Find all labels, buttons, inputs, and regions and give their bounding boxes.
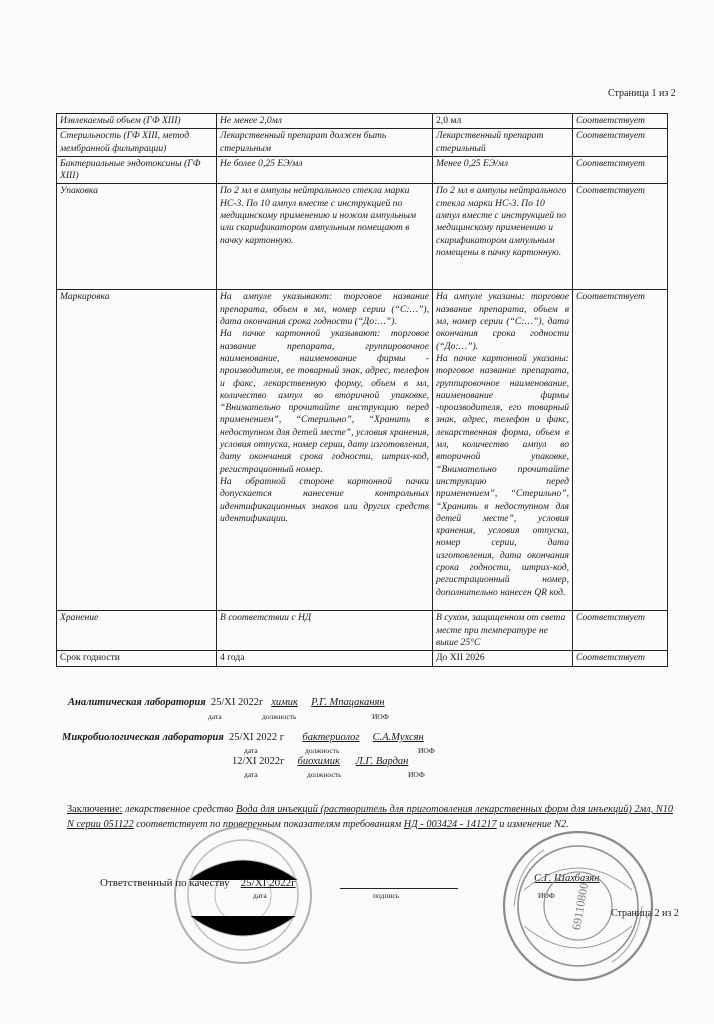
caption-position: должность <box>262 712 297 721</box>
round-stamp-left <box>168 820 318 970</box>
param-cell: Стерильность (ГФ XIII, метод мембранной фильтрации) <box>57 129 217 157</box>
table-row <box>57 114 668 129</box>
analytic-date: 25/XI 2022г <box>210 697 264 708</box>
responsible-signature <box>100 877 296 889</box>
conclusion-text-3: и изменение N2. <box>496 819 569 830</box>
caption-position: должность <box>305 746 340 755</box>
param-cell: Маркировка <box>57 290 217 611</box>
result-cell: В сухом, защищенном от света месте при температуре не выше 25°С <box>433 611 573 651</box>
bio-signature <box>232 756 408 767</box>
norm-cell: Не менее 2,0мл <box>217 114 433 129</box>
table-row <box>57 129 668 157</box>
micro-name: С.А.Мухсян <box>372 732 424 743</box>
conclusion-keyword: Заключение: <box>67 804 123 815</box>
norm-paragraph: На ампуле указывают: торговое название препарата, объем в мл, номер серии (“С:…”), дата окончания срока годности (“До:…”). <box>220 291 429 328</box>
norm-paragraph: На обратной стороне картонной пачки допускается нанесение контрольных идентификационных знаков или других средств идентификации. <box>220 475 429 524</box>
result-cell: Менее 0,25 ЕЭ/мл <box>433 156 573 184</box>
norm-cell: 4 года <box>217 651 433 666</box>
bio-date: 12/XI 2022г <box>232 756 285 767</box>
round-stamp-right <box>498 826 658 986</box>
result-paragraph: На пачке картонной указаны: торговое название препарата, группировочное наименование, наименование фирмы -производителя, его товарный знак, адрес, телефон и факс, лекарственная форма, объем в мл, количество ампул во вторичной упаковке, “Внимательно прочитайте инструкцию перед применением”, “Стерильно”, “Хранить в недоступном для детей месте”, условия хранения, условия отпуска, номер серии, дата изготовления, дата окончания срока годности, штрих-код, регистрационный номер, дополнительно нанесен QR код. <box>436 352 569 598</box>
param-cell: Срок годности <box>57 651 217 666</box>
norm-cell: Лекарственный препарат должен быть стерильным <box>217 129 433 157</box>
page-number-top: Страница 1 из 2 <box>608 88 676 99</box>
norm-cell: По 2 мл в ампулы нейтрального стекла марки НС-3. По 10 ампул вместе с инструкцией по медицинскому применению и ножом ампульным или скарификатором ампульным помещают в пачку картонную. <box>217 184 433 290</box>
caption-position: должность <box>307 770 342 779</box>
table-row <box>57 156 668 184</box>
conclusion-text-2: соответствует по проверенным показателям требованиям <box>133 819 404 830</box>
analytic-lab-label: Аналитическая лаборатория <box>68 697 206 708</box>
result-cell: По 2 мл в ампулы нейтрального стекла марки НС-3. По 10 ампул вместе с инструкцией по медицинскому применению и скарификатором ампульным помещены в пачку картонную. <box>433 184 573 290</box>
norm-paragraph: На пачке картонной указывают: торговое название препарата, группировочное наименование, наименование фирмы - производителя, ее товарный знак, адрес, телефон и факс, лекарственную форму, объем в мл, количество ампул во вторичной упаковке, “Внимательно прочитайте инструкцию перед применением”, “Стерильно”, “Хранить в недоступном для детей месте”, условия хранения, условия отпуска, номер серии, дату изготовления, дату окончания срока годности, штрих-код, регистрационный номер. <box>220 328 429 475</box>
page-number-bottom: Страница 2 из 2 <box>611 908 679 919</box>
responsible-label: Ответственный по качеству <box>100 877 230 889</box>
responsible-date: 25/XI 2022г <box>240 877 296 889</box>
result-cell: Лекарственный препарат стерильный <box>433 129 573 157</box>
signature-line <box>340 888 458 889</box>
verdict-cell: Соответствует <box>573 611 668 651</box>
verdict-cell: Соответствует <box>573 156 668 184</box>
verdict-cell: Соответствует <box>573 114 668 129</box>
bio-name: Л.Г. Вардан <box>355 756 409 767</box>
caption-date: дата <box>244 770 258 779</box>
result-cell: До XII 2026 <box>433 651 573 666</box>
micro-lab-signature <box>62 732 424 743</box>
result-cell <box>433 290 573 611</box>
table-row <box>57 651 668 666</box>
caption-date: дата <box>208 712 222 721</box>
param-cell: Хранение <box>57 611 217 651</box>
specification-table <box>56 113 668 667</box>
verdict-cell: Соответствует <box>573 651 668 666</box>
norm-cell: Не более 0,25 ЕЭ/мл <box>217 156 433 184</box>
micro-position: бактериолог <box>302 732 360 743</box>
caption-sign: подпись <box>373 891 400 900</box>
caption-date: дата <box>253 891 267 900</box>
analytic-name: Р.Г. Мпацаканян <box>311 697 385 708</box>
bio-position: биохимик <box>297 756 340 767</box>
table-row <box>57 611 668 651</box>
responsible-name: С.Г. Шахбазян <box>534 873 600 884</box>
micro-lab-label: Микробиологическая лаборатория <box>62 732 224 743</box>
param-cell: Извлекаемый объем (ГФ XIII) <box>57 114 217 129</box>
conclusion-doc: НД - 003424 - 141217 <box>403 819 497 830</box>
param-cell: Бактериальные эндотоксины (ГФ XIII) <box>57 156 217 184</box>
conclusion-product: Вода для инъекций (растворитель для приготовления лекарственных форм для инъекций) 2мл, N10 N серии 051122 <box>67 804 673 830</box>
norm-cell: В соответствии с НД <box>217 611 433 651</box>
conclusion-text-1: лекарственное средство <box>122 804 237 815</box>
micro-date: 25/XI 2022 г <box>228 732 285 743</box>
caption-name: ИОФ <box>418 746 435 755</box>
stamp-number: 69110800 <box>568 881 591 931</box>
result-cell: 2,0 мл <box>433 114 573 129</box>
norm-cell <box>217 290 433 611</box>
table-row <box>57 184 668 290</box>
param-cell: Упаковка <box>57 184 217 290</box>
analytic-position: химик <box>271 697 298 708</box>
verdict-cell: Соответствует <box>573 129 668 157</box>
caption-name: ИОФ <box>538 891 555 900</box>
verdict-cell: Соответствует <box>573 184 668 290</box>
table-row <box>57 290 668 611</box>
caption-name: ИОФ <box>408 770 425 779</box>
caption-name: ИОФ <box>372 712 389 721</box>
verdict-cell: Соответствует <box>573 290 668 611</box>
caption-date: дата <box>244 746 258 755</box>
analytic-lab-signature <box>68 697 385 708</box>
result-paragraph: На ампуле указаны: торговое название препарата, объем в мл, номер серии (“С:…”), дата окончания срока годности (“До:…”). <box>436 291 569 352</box>
